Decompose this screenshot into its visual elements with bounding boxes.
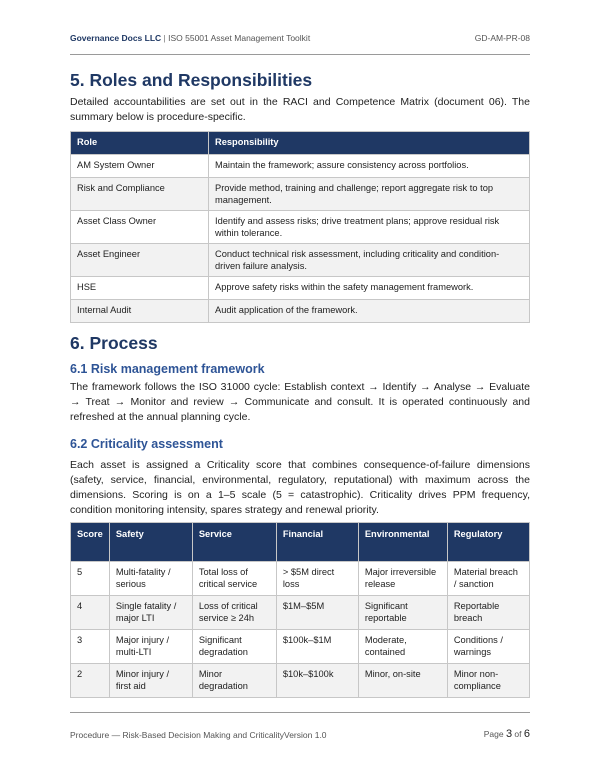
service-cell: Minor degradation: [192, 664, 276, 698]
page-number: [484, 728, 530, 740]
responsibility-cell: Identify and assess risks; drive treatment plans; approve residual risk within tolerance.: [209, 211, 530, 244]
table-row: [71, 155, 530, 178]
subsection-6-1-title: 6.1 Risk management framework: [70, 362, 265, 376]
environmental-cell: Minor, on-site: [358, 664, 447, 698]
table-row: [71, 596, 530, 630]
roles-table-header: [71, 132, 530, 155]
service-cell: Loss of critical service ≥ 24h: [192, 596, 276, 630]
safety-cell: Single fatality / major LTI: [109, 596, 192, 630]
table-row: [71, 630, 530, 664]
section6-title: 6. Process: [70, 333, 158, 353]
table-row: [71, 211, 530, 244]
financial-cell: $10k–$100k: [276, 664, 358, 698]
responsibility-cell: Approve safety risks within the safety management framework.: [209, 277, 530, 300]
page-header: [70, 33, 530, 55]
regulatory-cell: Conditions / warnings: [447, 630, 529, 664]
header-toolkit: ISO 55001 Asset Management Toolkit: [168, 33, 311, 43]
column-header-financial: Financial: [276, 523, 358, 562]
current-page: 3: [505, 728, 513, 740]
table-row: [71, 562, 530, 596]
subsection-6-2-title: 6.2 Criticality assessment: [70, 437, 223, 451]
criticality-table: [70, 522, 530, 698]
responsibility-cell: Conduct technical risk assessment, including criticality and condition-driven failure analysis.: [209, 244, 530, 277]
subsection-6-2-text: Each asset is assigned a Criticality score that combines consequence-of-failure dimensions (safety, service, financial, environmental, regulatory, reputational) with maximum across the dimensions. Scoring is on a 1–5 scale (5 = catastrophic). Criticality drives PPM frequency, condition monitoring intensity, spares strategy and renewal priority.: [70, 459, 530, 516]
responsibility-cell: Maintain the framework; assure consistency across portfolios.: [209, 155, 530, 178]
total-pages: 6: [523, 728, 530, 740]
financial-cell: > $5M direct loss: [276, 562, 358, 596]
page-footer: [70, 730, 530, 740]
safety-cell: Multi-fatality / serious: [109, 562, 192, 596]
criticality-table-header: [71, 523, 530, 562]
subsection-6-1-text: The framework follows the ISO 31000 cycle: Establish context → Identify → Analyse → Evaluate → Treat → Monitor and review → Communicate and consult. It is operated continuously and refreshed at the annual planning cycle.: [70, 381, 530, 423]
table-row: [71, 300, 530, 323]
column-header-environmental: Environmental: [358, 523, 447, 562]
page-label: Page: [483, 729, 506, 739]
score-cell: 5: [71, 562, 110, 596]
score-cell: 3: [71, 630, 110, 664]
environmental-cell: Major irreversible release: [358, 562, 447, 596]
role-cell: Asset Class Owner: [71, 211, 209, 244]
score-cell: 4: [71, 596, 110, 630]
column-header-regulatory: Regulatory: [447, 523, 529, 562]
table-row: [71, 664, 530, 698]
safety-cell: Major injury / multi-LTI: [109, 630, 192, 664]
score-cell: 2: [71, 664, 110, 698]
role-cell: HSE: [71, 277, 209, 300]
table-row: [71, 178, 530, 211]
financial-cell: $1M–$5M: [276, 596, 358, 630]
environmental-cell: Significant reportable: [358, 596, 447, 630]
roles-table: [70, 131, 530, 323]
column-header-service: Service: [192, 523, 276, 562]
role-cell: Internal Audit: [71, 300, 209, 323]
page-of-label: of: [512, 729, 524, 739]
role-cell: Asset Engineer: [71, 244, 209, 277]
column-header-score: Score: [71, 523, 110, 562]
service-cell: Total loss of critical service: [192, 562, 276, 596]
financial-cell: $100k–$1M: [276, 630, 358, 664]
header-doc-code: GD-AM-PR-08: [474, 33, 530, 43]
environmental-cell: Moderate, contained: [358, 630, 447, 664]
safety-cell: Minor injury / first aid: [109, 664, 192, 698]
header-separator: |: [161, 33, 169, 43]
header-org: Governance Docs LLC: [70, 33, 162, 43]
column-header-role: Role: [71, 132, 209, 155]
role-cell: AM System Owner: [71, 155, 209, 178]
section5-intro: Detailed accountabilities are set out in the RACI and Competence Matrix (document 06). The summary below is procedure-specific.: [70, 96, 530, 123]
regulatory-cell: Material breach / sanction: [447, 562, 529, 596]
footer-divider: [70, 712, 530, 713]
column-header-responsibility: Responsibility: [209, 132, 530, 155]
role-cell: Risk and Compliance: [71, 178, 209, 211]
section5-title: 5. Roles and Responsibilities: [70, 70, 313, 90]
responsibility-cell: Provide method, training and challenge; report aggregate risk to top management.: [209, 178, 530, 211]
service-cell: Significant degradation: [192, 630, 276, 664]
footer-doc-title: Procedure — Risk-Based Decision Making and CriticalityVersion 1.0: [70, 730, 327, 740]
responsibility-cell: Audit application of the framework.: [209, 300, 530, 323]
column-header-safety: Safety: [109, 523, 192, 562]
header-divider: [70, 54, 530, 55]
table-row: [71, 244, 530, 277]
regulatory-cell: Reportable breach: [447, 596, 529, 630]
table-row: [71, 277, 530, 300]
regulatory-cell: Minor non-compliance: [447, 664, 529, 698]
